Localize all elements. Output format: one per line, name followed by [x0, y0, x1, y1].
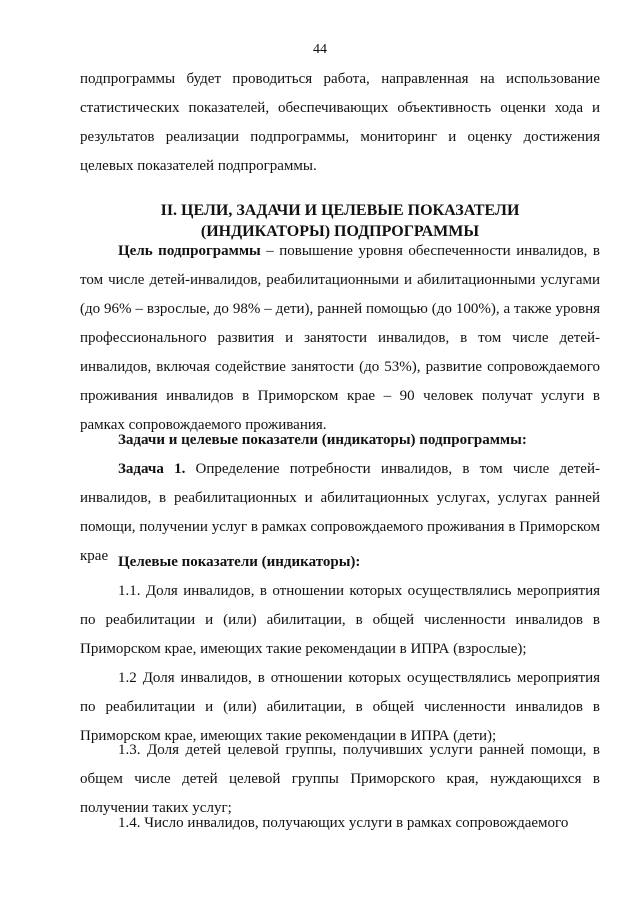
goal-text: – повышение уровня обеспеченности инвалидов, в том числе детей-инвалидов, реабилитационными и абилитационными услугами (до 96% – взрослые, до 98% – дети), ранней помощью (до 100%), а также уровня профессионального развития и занятости инвалидов, в том числе детей-инвалидов, включая содействие занятости (до 53%), развитие сопровождаемого проживания инвалидов в Приморском крае – 90 человек получат услуги в рамках сопровождаемого проживания. [80, 243, 600, 433]
goal-paragraph [80, 237, 600, 440]
section-title-line2: (ИНДИКАТОРЫ) ПОДПРОГРАММЫ [200, 223, 480, 240]
section-title [120, 200, 560, 242]
indicator-1-2: 1.2 Доля инвалидов, в отношении которых осуществлялись мероприятия по реабилитации и (или) абилитации, в общей численности инвалидов в Приморском крае, имеющих такие рекомендации в ИПРА (дети); [80, 670, 600, 744]
task1-label: Задача 1. [118, 461, 186, 477]
indicators-heading: Целевые показатели (индикаторы): [118, 554, 361, 570]
indicator-1-4: 1.4. Число инвалидов, получающих услуги в рамках сопровождаемого [118, 815, 569, 831]
section-title-line1: II. ЦЕЛИ, ЗАДАЧИ И ЦЕЛЕВЫЕ ПОКАЗАТЕЛИ [160, 202, 520, 219]
goal-label: Цель подпрограммы [118, 243, 261, 259]
indicator-1-1: 1.1. Доля инвалидов, в отношении которых осуществлялись мероприятия по реабилитации и (или) абилитации, в общей численности инвалидов в Приморском крае, имеющих такие рекомендации в ИПРА (взрослые); [80, 583, 600, 657]
task1-text: Определение потребности инвалидов, в том числе детей-инвалидов, в реабилитационных и абилитационных услугах, услугах ранней помощи, получении услуг в рамках сопровождаемого проживания в Приморском крае [80, 461, 600, 564]
page-number: 44 [313, 42, 327, 57]
indicator-1-3: 1.3. Доля детей целевой группы, получивших услуги ранней помощи, в общем числе детей целевой группы Приморского края, нуждающихся в получении таких услуг; [80, 742, 600, 816]
intro-paragraph: подпрограммы будет проводиться работа, направленная на использование статистических показателей, обеспечивающих объективность оценки хода и результатов реализации подпрограммы, мониторинг и оценку достижения целевых показателей подпрограммы. [80, 71, 600, 174]
tasks-heading: Задачи и целевые показатели (индикаторы) подпрограммы: [118, 432, 527, 448]
